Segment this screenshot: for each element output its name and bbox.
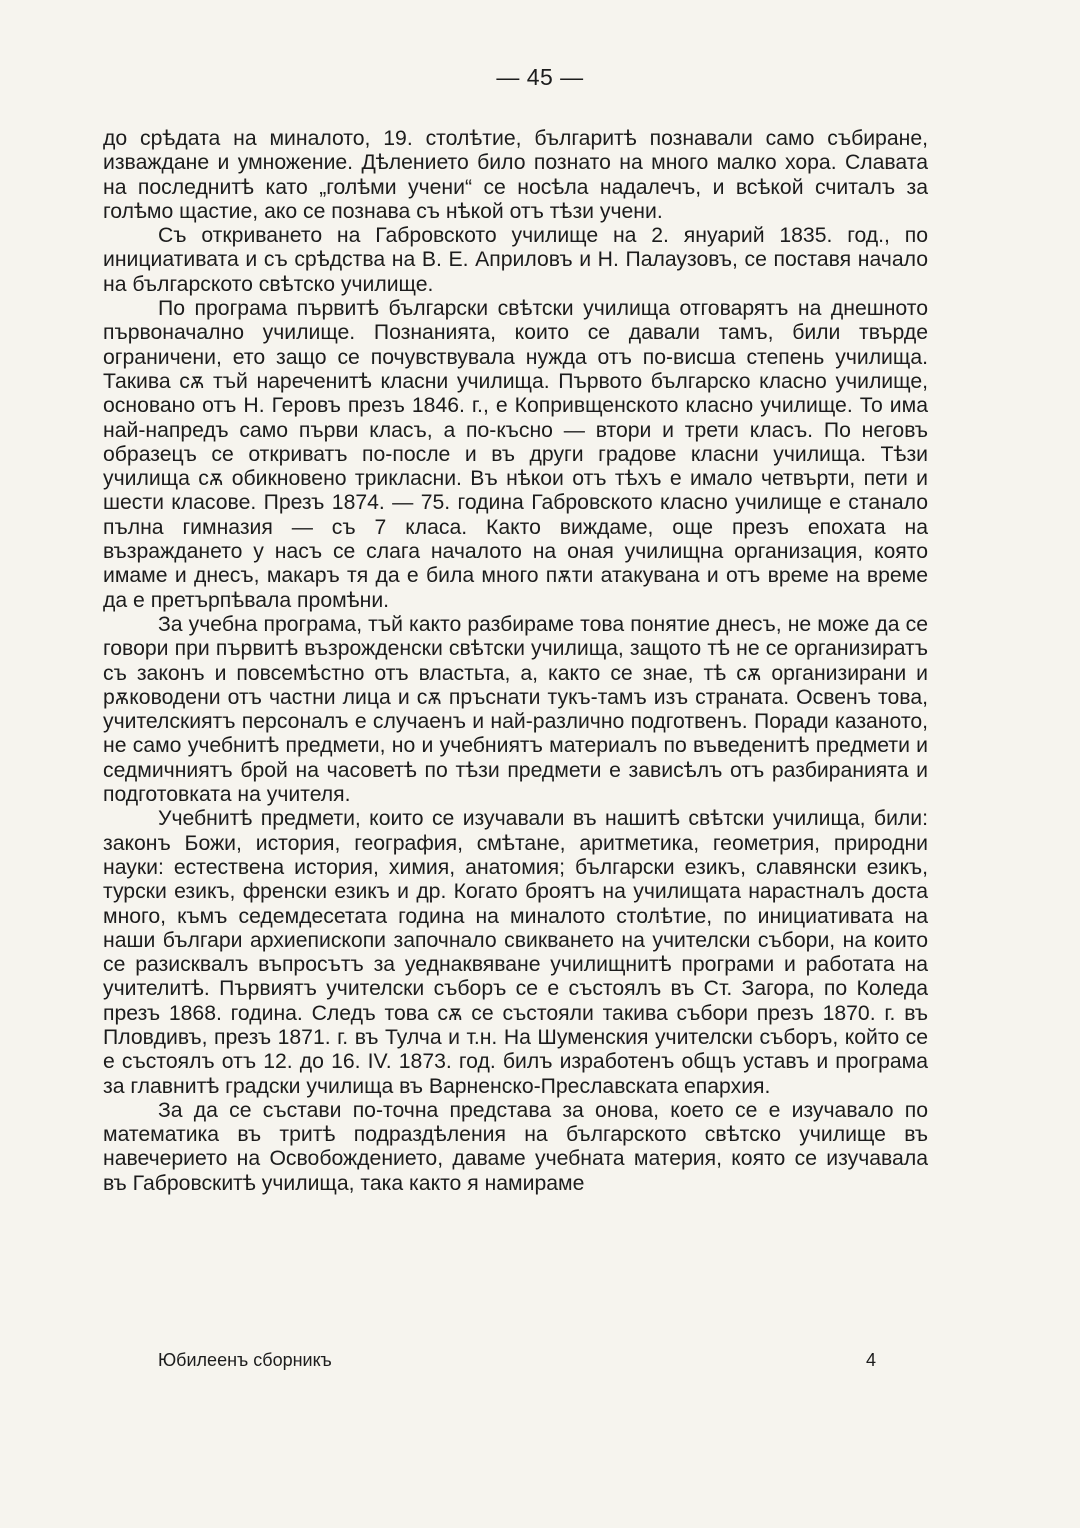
paragraph-2: Съ откриването на Габровското училище на 2. януарий 1835. год., по инициативата и съ срѣдства на В. Е. Априловъ и Н. Палаузовъ, се поставя начало на българското свѣтско училище. — [103, 224, 928, 296]
paragraph-4: За учебна програма, тъй както разбираме това понятие днесъ, не може да се говори при първитѣ възрожденски свѣтски училища, защото тѣ не се организиратъ съ законъ и повсемѣстно отъ властьта, а, както се знае, тѣ сѫ организирани и рѫководени отъ частни лица и сѫ пръснати тукъ-тамъ изъ страната. Освенъ това, учителскиятъ персоналъ е случаенъ и най-различно подготвенъ. Поради казаното, не само учебнитѣ предмети, но и учебниятъ материалъ по въведенитѣ предмети и седмичниятъ брой на часоветѣ по тѣзи предмети е зависѣлъ отъ разбиранията и подготовката на учителя. — [103, 612, 928, 807]
paragraph-6: За да се състави по-точна представа за онова, което се е изучавало по математика въ тритѣ подраздѣления на българското свѣтско училище въ навечерието на Освобождението, даваме учебната материя, която се изучавала въ Габровскитѣ училища, така както я намираме — [103, 1098, 928, 1195]
body-text — [103, 127, 928, 1196]
paragraph-3: По програма първитѣ български свѣтски училища отговарятъ на днешното първоначално училище. Познанията, които се давали тамъ, били твърде ограничени, ето защо се почувствувала нужда отъ по-висша степень училища. Такива сѫ тъй нареченитѣ класни училища. Първото българско класно училище, основано отъ Н. Геровъ презъ 1846. г., е Копривщенското класно училище. То има най-напредъ само първи класъ, а по-късно — втори и трети класъ. По неговъ образецъ се откриватъ по-после и въ други градове класни училища. Тѣзи училища сѫ обикновено трикласни. Въ нѣкои отъ тѣхъ е имало четвърти, пети и шести класове. Презъ 1874. — 75. година Габровското класно училище е станало пълна гимназия — съ 7 класа. Както виждаме, още презъ епохата на възраждането у насъ се слага началото на оная училищна организация, която имаме и днесъ, макаръ тя да е била много пѫти атакувана и отъ време на време да е претърпѣвала промѣни. — [103, 297, 928, 612]
footer-book-title: Юбилеенъ сборникъ — [158, 1350, 332, 1370]
page-number: — 45 — — [496, 64, 584, 90]
footer-signature-number: 4 — [865, 1350, 876, 1370]
paragraph-1: до срѣдата на миналото, 19. столѣтие, българитѣ познавали само събиране, изваждане и умножение. Дѣлението било познато на много малко хора. Славата на последнитѣ като „голѣми учени“ се носѣла надалечъ, и всѣкой считалъ за голѣмо щастие, ако се познава съ нѣкой отъ тѣзи учени. — [103, 127, 928, 223]
paragraph-5: Учебнитѣ предмети, които се изучавали въ нашитѣ свѣтски училища, били: законъ Божи, история, география, смѣтане, аритметика, геометрия, природни науки: естествена история, химия, анатомия; български езикъ, славянски езикъ, турски езикъ, френски езикъ и др. Когато броятъ на училищата нарастналъ доста много, къмъ седемдесетата година на миналото столѣтие, по инициативата на наши българи архиепископи започнало свикването на учителски събори, на които се разисквалъ въпросътъ за уеднаквяване училищнитѣ програми и работата на учителитѣ. Първиятъ учителски съборъ се е състоялъ въ Ст. Загора, по Коледа презъ 1868. година. Следъ това сѫ се състояли такива събори презъ 1870. г. въ Пловдивъ, презъ 1871. г. въ Тулча и т.н. На Шуменския учителски съборъ, който се е състоялъ отъ 12. до 16. IV. 1873. год. билъ изработенъ общъ уставъ и програма за главнитѣ градски училища въ Варненско-Преславската епархия. — [103, 807, 928, 1098]
